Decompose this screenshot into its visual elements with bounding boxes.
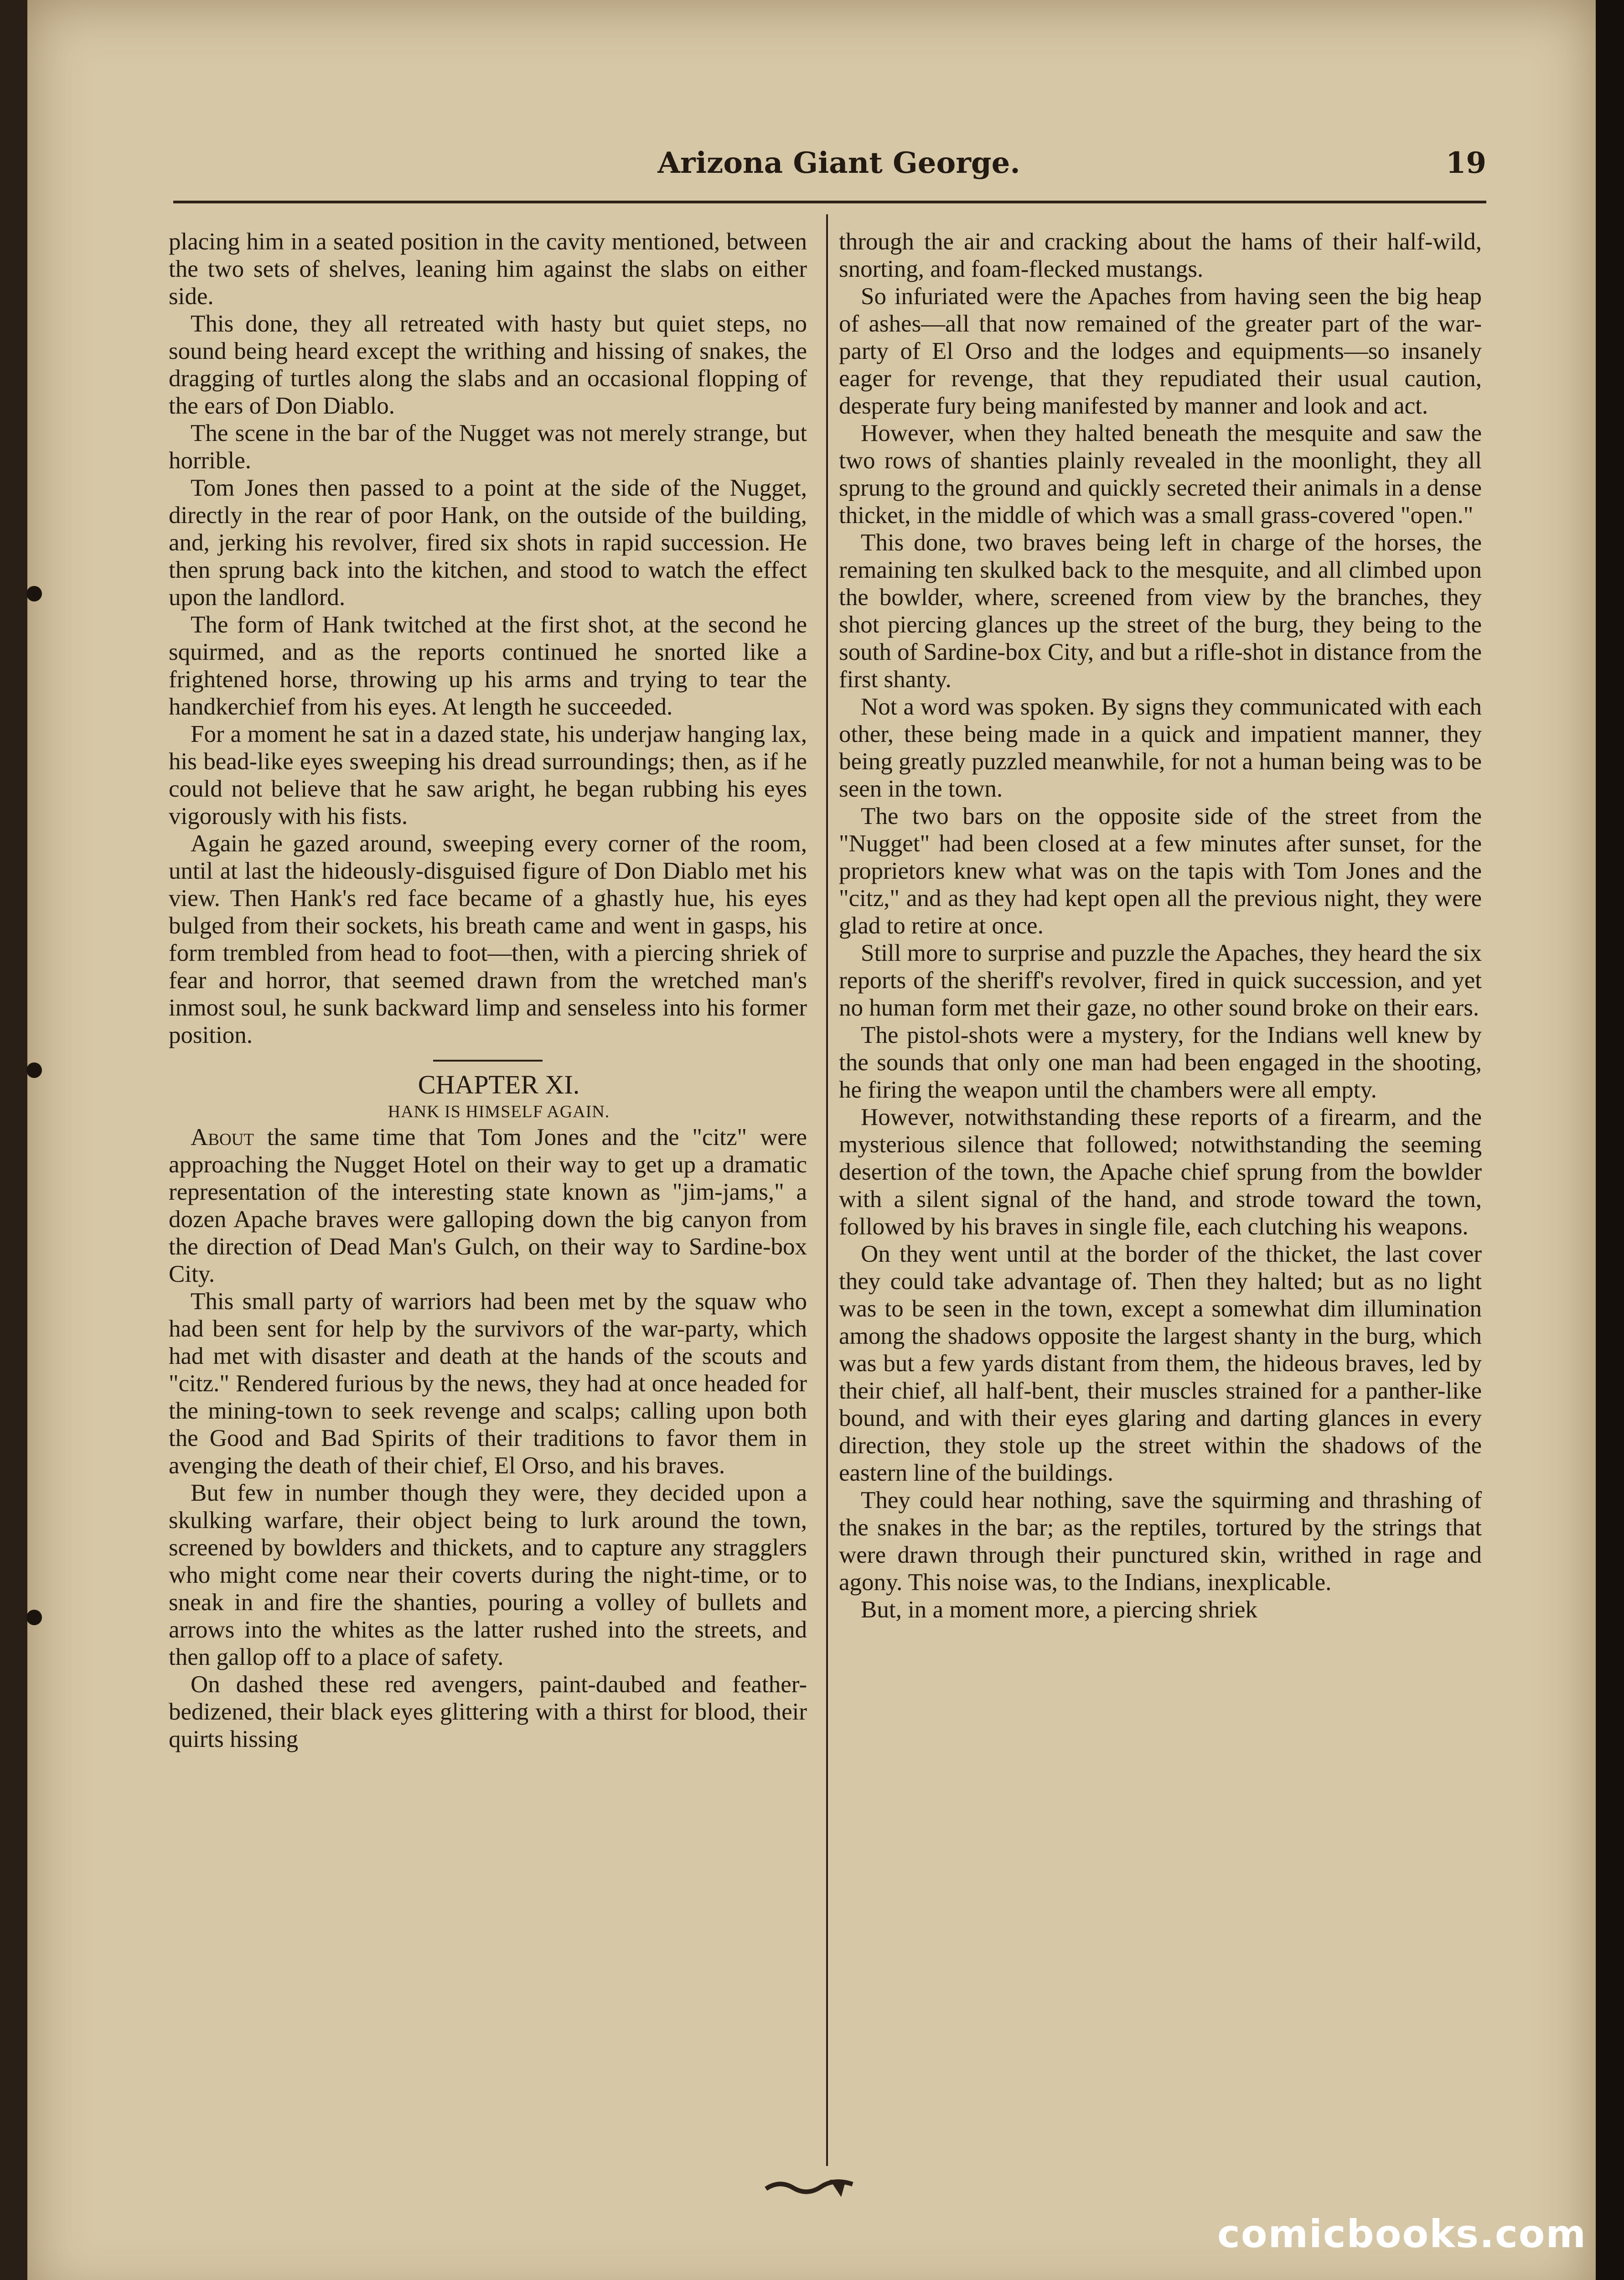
right-column bbox=[839, 228, 1482, 1623]
ornament-graphic bbox=[761, 2171, 862, 2202]
chapter-first-paragraph bbox=[169, 1124, 807, 1288]
paragraph: On they went until at the border of the thicket, the last cover they could take advantage of. Then they halted; but as no light was to be seen in the town, except a somewhat dim illumination among the shadows opposite the largest shanty in the burg, which was but a few yards distant from them, the hideous braves, led by their chief, all half-bent, their muscles strained for a panther-like bound, and with their eyes glaring and darting glances in every direction, they stole up the street within the shadows of the eastern line of the buildings. bbox=[839, 1241, 1482, 1486]
paragraph: Again he gazed around, sweeping every corner of the room, until at last the hideously-disguised figure of Don Diablo met his view. Then Hank's red face became of a ghastly hue, his eyes bulged from their sockets, his breath came and went in gasps, his form trembled from head to foot—then, with a piercing shriek of fear and horror, that seemed drawn from the wretched man's inmost soul, he sunk backward limp and senseless into his former position. bbox=[169, 830, 807, 1048]
paragraph: Still more to surprise and puzzle the Apaches, they heard the six reports of the sheriff's revolver, fired in quick succession, and yet no human form met their gaze, no other sound broke on their ears. bbox=[839, 940, 1482, 1021]
paragraph: This done, two braves being left in charge of the horses, the remaining ten skulked back to the mesquite, and all climbed upon the bowlder, where, screened from view by the branches, they shot piercing glances up the street of the burg, they being to the south of Sardine-box City, and but a rifle-shot in distance from the first shanty. bbox=[839, 529, 1482, 693]
paragraph: placing him in a seated position in the cavity mentioned, between the two sets of shelves, leaning him against the slabs on either side. bbox=[169, 228, 807, 310]
paragraph: But few in number though they were, they decided upon a skulking warfare, their object being to lurk around the town, screened by bowlders and thickets, and to capture any stragglers who might come near their coverts during the night-time, or to sneak in and fire the shanties, pouring a volley of bullets and arrows into the whites as the latter rushed into the streets, and then gallop off to a place of safety. bbox=[169, 1480, 807, 1670]
paragraph: The two bars on the opposite side of the street from the "Nugget" had been closed at a few minutes after sunset, for the proprietors knew what was on the tapis with Tom Jones and the "citz," and as they had kept open all the previous night, they were glad to retire at once. bbox=[839, 803, 1482, 939]
site-watermark: comicbooks.com bbox=[1217, 2212, 1587, 2256]
page-number: 19 bbox=[1445, 146, 1486, 180]
paragraph: The scene in the bar of the Nugget was not merely strange, but horrible. bbox=[169, 420, 807, 474]
paragraph: The pistol-shots were a mystery, for the Indians well knew by the sounds that only one man had been engaged in the shooting, he firing the weapon until the chambers were all empty. bbox=[839, 1022, 1482, 1103]
chapter-heading: CHAPTER XI. bbox=[418, 1070, 580, 1099]
binding-mark bbox=[26, 586, 42, 601]
paragraph: through the air and cracking about the hams of their half-wild, snorting, and foam-flecked mustangs. bbox=[839, 228, 1482, 282]
paragraph: But, in a moment more, a piercing shriek bbox=[861, 1596, 1257, 1623]
paragraph: On dashed these red avengers, paint-daubed and feather-bedizened, their black eyes glittering with a thirst for blood, their quirts hissing bbox=[169, 1671, 807, 1752]
binding-mark bbox=[26, 1062, 42, 1078]
chapter-first-paragraph-text: the same time that Tom Jones and the "citz" were approaching the Nugget Hotel on their way to get up a dramatic representation of the interesting state known as "jim-jams," a dozen Apache braves were galloping down the big canyon from the direction of Dead Man's Gulch, on their way to Sardine-box City. bbox=[169, 1124, 807, 1287]
column-divider bbox=[826, 214, 828, 2166]
paragraph: This done, they all retreated with hasty but quiet steps, no sound being heard except the writhing and hissing of snakes, the dragging of turtles along the slabs and an occasional flopping of the ears of Don Diablo. bbox=[169, 311, 807, 419]
paragraph: However, notwithstanding these reports of a firearm, and the mysterious silence that followed; notwithstanding the seeming desertion of the town, the Apache chief sprung from the bowlder with a silent signal of the hand, and strode toward the town, followed by his braves in single file, each clutching his weapons. bbox=[839, 1104, 1482, 1240]
paragraph: They could hear nothing, save the squirming and thrashing of the snakes in the bar; as the reptiles, tortured by the strings that were drawn through their punctured skin, writhed in rage and agony. This noise was, to the Indians, inexplicable. bbox=[839, 1487, 1482, 1596]
page-right-edge bbox=[1596, 0, 1624, 2280]
binding-mark bbox=[26, 1610, 42, 1625]
chapter-lead-word: About bbox=[191, 1124, 254, 1150]
paragraph: Not a word was spoken. By signs they communicated with each other, these being made in a quick and impatient manner, they being greatly puzzled meanwhile, for not a human being was to be seen in the town. bbox=[839, 694, 1482, 802]
tailpiece-ornament-icon bbox=[752, 2171, 871, 2209]
paragraph: For a moment he sat in a dazed state, his underjaw hanging lax, his bead-like eyes sweeping his dread surroundings; then, as if he could not believe that he saw aright, he began rubbing his eyes vigorously with his fists. bbox=[169, 721, 807, 829]
page-left-edge bbox=[0, 0, 27, 2280]
running-header-title: Arizona Giant George. bbox=[657, 146, 1020, 180]
chapter-rule bbox=[433, 1060, 543, 1062]
left-column bbox=[169, 228, 807, 1753]
paragraph: Tom Jones then passed to a point at the side of the Nugget, directly in the rear of poor Hank, on the outside of the building, and, jerking his revolver, fired six shots in rapid succession. He then sprung back into the kitchen, and stood to watch the effect upon the landlord. bbox=[169, 475, 807, 611]
header-rule bbox=[173, 201, 1486, 203]
paragraph: The form of Hank twitched at the first shot, at the second he squirmed, and as the reports continued he snorted like a frightened horse, throwing up his arms and trying to tear the handkerchief from his eyes. At length he succeeded. bbox=[169, 611, 807, 720]
chapter-subtitle: HANK IS HIMSELF AGAIN. bbox=[388, 1102, 610, 1121]
paragraph: So infuriated were the Apaches from having seen the big heap of ashes—all that now remained of the greater part of the war-party of El Orso and the lodges and equipments—so insanely eager for revenge, that they repudiated their usual caution, desperate fury being manifested by manner and look and act. bbox=[839, 283, 1482, 419]
paragraph: This small party of warriors had been met by the squaw who had been sent for help by the survivors of the war-party, which had met with disaster and death at the hands of the scouts and "citz." Rendered furious by the news, they had at once headed for the mining-town to seek revenge and scalps; calling upon both the Good and Bad Spirits of their traditions to favor them in avenging the death of their chief, El Orso, and his braves. bbox=[169, 1288, 807, 1479]
paragraph: However, when they halted beneath the mesquite and saw the two rows of shanties plainly revealed in the moonlight, they all sprung to the ground and quickly secreted their animals in a dense thicket, in the middle of which was a small grass-covered "open." bbox=[839, 420, 1482, 529]
